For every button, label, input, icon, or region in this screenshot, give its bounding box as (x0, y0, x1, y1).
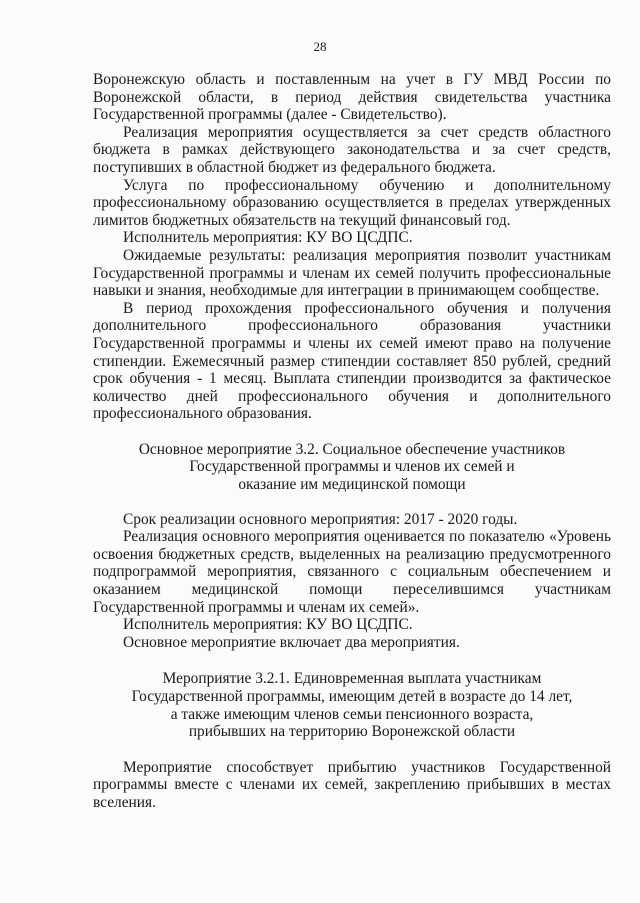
heading-line: Государственной программы, имеющим детей в возрасте до 14 лет, (131, 688, 573, 705)
paragraph: Основное мероприятие включает два мероприятия. (123, 633, 460, 651)
paragraph: В период прохождения профессионального обучения и получения дополнительного профессионального образования участники Государственной программы и члены их семей имеют право на получение стипендии. Ежемесячный размер стипендии составляет 850 рублей, средний срок обучения - 1 месяц. Выплата стипендии производится за фактическое количество дней профессионального обучения и дополнительного профессионального образования. (93, 299, 611, 423)
paragraph: Услуга по профессиональному обучению и дополнительному профессиональному образованию осуществляется в пределах утвержденных лимитов бюджетных обязательств на текущий финансовый год. (93, 176, 611, 229)
heading-line: Основное мероприятие 3.2. Социальное обеспечение участников (138, 440, 566, 458)
paragraph: Мероприятие способствует прибытию участников Государственной программы вместе с членами их семей, закреплению прибывших в местах вселения. (93, 758, 611, 811)
subsection-heading (93, 670, 611, 740)
paragraph: Исполнитель мероприятия: КУ ВО ЦСДПС. (123, 229, 413, 247)
paragraph: Реализация мероприятия осуществляется за счет средств областного бюджета в рамках действующего законодательства и за счет средств, поступивших в областной бюджет из федерального бюджета. (93, 123, 611, 176)
page-number: 28 (313, 39, 327, 54)
section-heading (93, 441, 611, 494)
paragraph: Исполнитель мероприятия: КУ ВО ЦСДПС. (123, 616, 413, 634)
heading-line: Мероприятие 3.2.1. Единовременная выплата участникам (162, 670, 542, 688)
paragraph: Воронежскую область и поставленным на учет в ГУ МВД России по Воронежской области, в период действия свидетельства участника Государственной программы (далее - Свидетельство). (93, 71, 611, 124)
paragraph: Срок реализации основного мероприятия: 2017 - 2020 годы. (123, 510, 518, 528)
paragraph: Реализация основного мероприятия оценивается по показателю «Уровень освоения бюджетных средств, выделенных на реализацию предусмотренного подпрограммой мероприятия, связанного с социальным обеспечением и оказанием медицинской помощи переселившимся участникам Государственной программы и членам их семей». (93, 528, 611, 616)
heading-line: прибывших на территорию Воронежской области (188, 723, 516, 741)
heading-line: Государственной программы и членов их семей и (189, 458, 515, 476)
paragraph: Ожидаемые результаты: реализация мероприятия позволит участникам Государственной программы и членам их семей получить профессиональные навыки и знания, необходимые для интеграции в принимающем сообществе. (93, 246, 611, 300)
document-body (93, 71, 611, 812)
heading-line: оказание им медицинской помощи (238, 476, 466, 494)
heading-line: а также имеющим членов семьи пенсионного возраста, (170, 705, 534, 723)
